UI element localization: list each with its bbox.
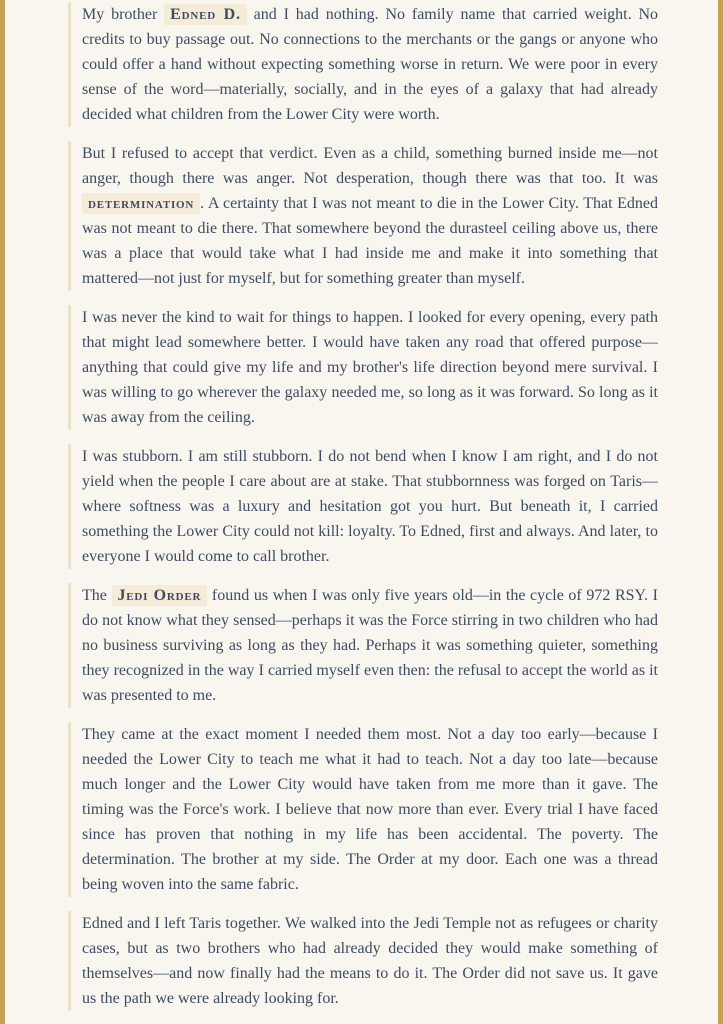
paragraph-text: But I refused to accept that verdict. Even as a child, something burned inside me—not anger, though there was anger. Not desperation, though there was that too. It was bbox=[82, 145, 658, 187]
paragraph-text: and I had nothing. No family name that carried weight. No credits to buy passage out. No connections to the merchants or the gangs or anyone who could offer a hand without expecting something worse in return. We were poor in every sense of the word—materially, socially, and in the eyes of a galaxy that had already decided what children from the Lower City were worth. bbox=[82, 6, 659, 123]
paragraph-text: My brother bbox=[82, 6, 165, 23]
paragraph-text: I was stubborn. I am still stubborn. I do not bend when I know I am right, and I do not yield when the people I care about are at stake. That stubbornness was forged on Taris—where softness was a luxury and hesitation got you hurt. But beneath it, I carried something the Lower City could not kill: loyalty. To Edned, first and always. And later, to everyone I would come to call brother. bbox=[82, 448, 658, 565]
paragraph bbox=[68, 911, 658, 1011]
highlight-term-determination[interactable]: determination bbox=[82, 193, 200, 214]
highlight-term-jedi-order[interactable]: Jedi Order bbox=[112, 585, 208, 606]
paragraph-text: found us when I was only five years old—in the cycle of 972 RSY. I do not know what they sensed—perhaps it was the Force stirring in two children who had no business surviving as long as they had. Perhaps it was something quieter, something they recognized in the way I carried myself even then: the refusal to accept the world as it was presented to me. bbox=[82, 587, 658, 704]
paragraph-text: Edned and I left Taris together. We walked into the Jedi Temple not as refugees or charity cases, but as two brothers who had already decided they would make something of themselves—and now finally had the means to do it. The Order did not save us. It gave us the path we were already looking for. bbox=[82, 915, 658, 1007]
paragraph-text: They came at the exact moment I needed them most. Not a day too early—because I needed the Lower City to teach me what it had to teach. Not a day too late—because much longer and the Lower City would have taken from me more than it gave. The timing was the Force's work. I believe that now more than ever. Every trial I have faced since has proven that nothing in my life has been accidental. The poverty. The determination. The brother at my side. The Order at my door. Each one was a thread being woven into the same fabric. bbox=[82, 726, 658, 893]
paragraph bbox=[68, 141, 658, 291]
paragraph bbox=[68, 444, 658, 569]
paragraph-text: . A certainty that I was not meant to die in the Lower City. That Edned was not meant to die there. That somewhere beyond the durasteel ceiling above us, there was a place that would take what I had inside me and make it into something that mattered—not just for myself, but for something greater than myself. bbox=[82, 195, 658, 287]
paragraph bbox=[68, 305, 658, 430]
paragraph bbox=[68, 722, 658, 897]
paragraph-text: I was never the kind to wait for things to happen. I looked for every opening, every path that might lead somewhere better. I would have taken any road that offered purpose—anything that could give my life and my brother's life direction beyond mere survival. I was willing to go wherever the galaxy needed me, so long as it was forward. So long as it was away from the ceiling. bbox=[82, 309, 658, 426]
paragraph-text: The bbox=[82, 587, 112, 604]
paragraph bbox=[68, 583, 658, 708]
highlight-term-edned-d[interactable]: Edned D. bbox=[164, 4, 247, 25]
paragraph bbox=[68, 2, 658, 127]
